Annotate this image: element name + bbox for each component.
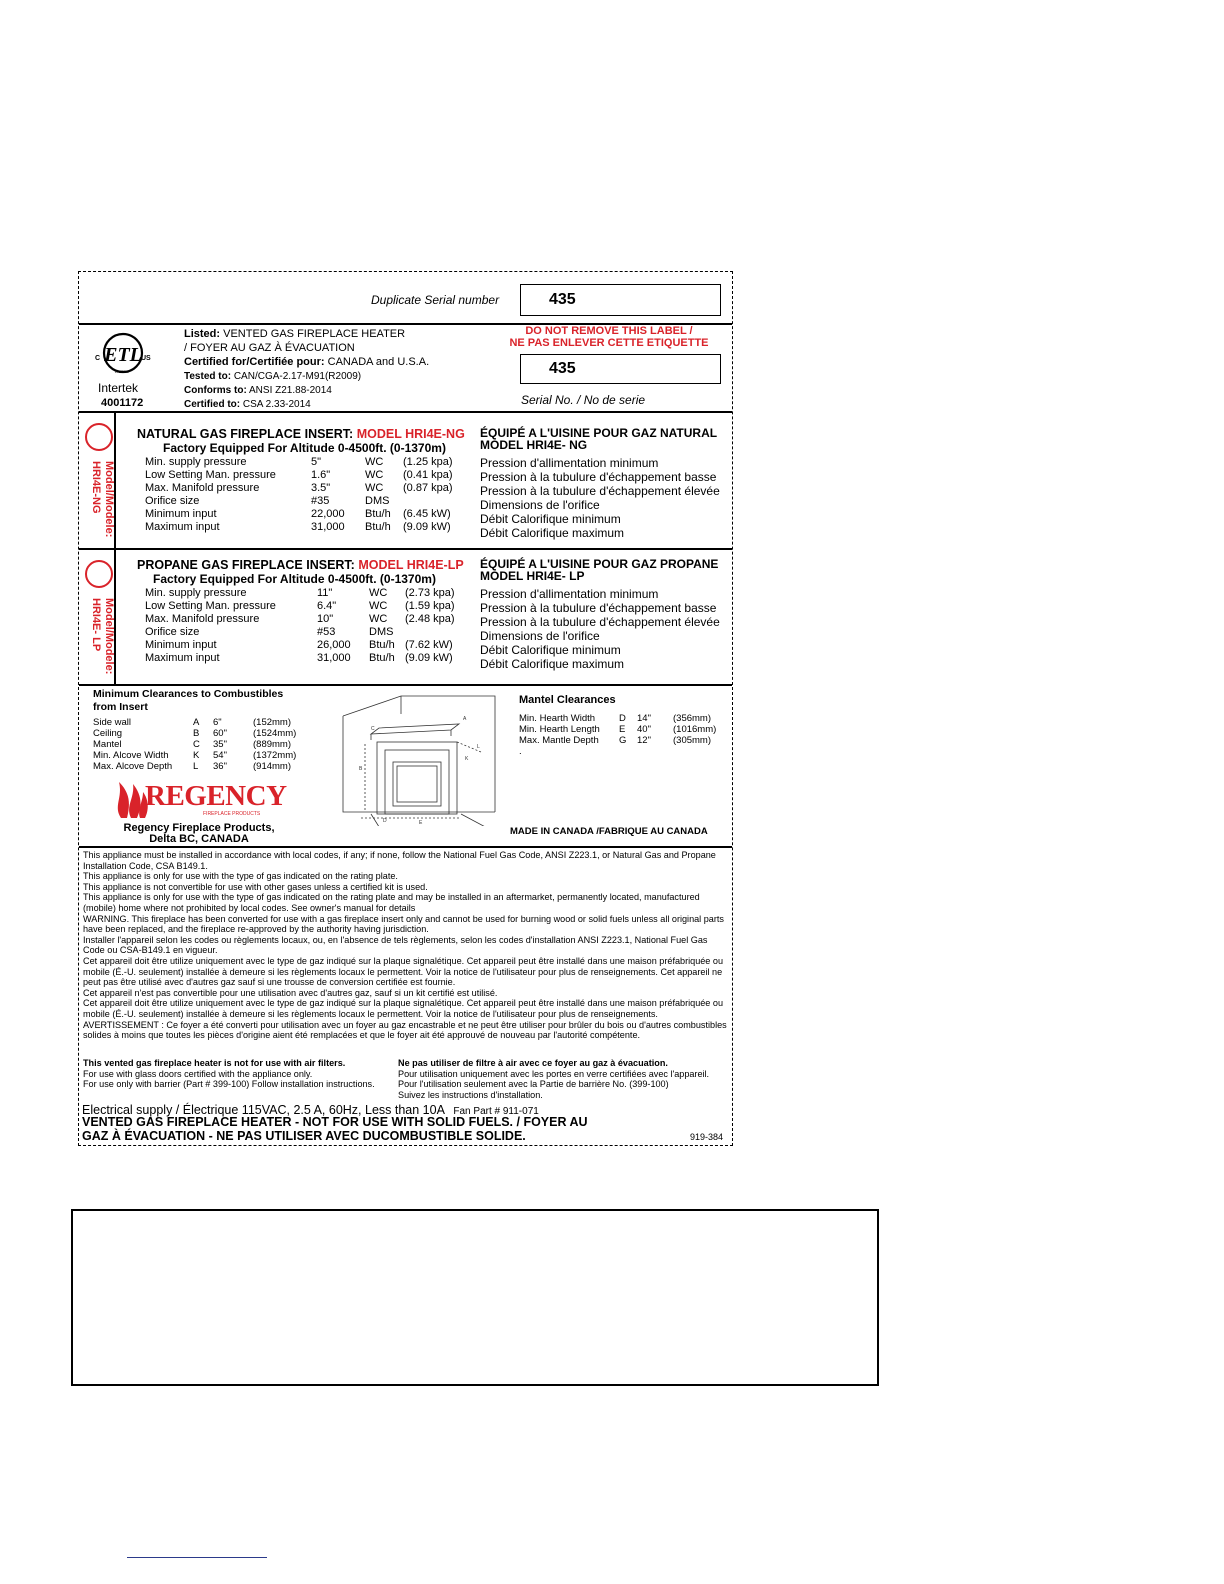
cert-label: Certified for/Certifiée pour: (184, 356, 325, 368)
blank-box (71, 1209, 879, 1386)
footer-warning-line: VENTED GAS FIREPLACE HEATER - NOT FOR USE WITH SOLID FUELS. / FOYER AU (82, 1115, 588, 1129)
duplicate-serial-label: Duplicate Serial number (371, 293, 500, 307)
etl-c: C (95, 355, 101, 362)
lp-model: MODEL HRI4E-LP (358, 558, 464, 572)
duplicate-serial-box: 435 (520, 284, 721, 316)
cert-label: Certified to: (184, 399, 241, 410)
cert-value: CAN/CGA-2.17-M91(R2009) (231, 371, 362, 382)
etl-listed: LISTED (115, 369, 130, 374)
ng-altitude: Factory Equipped For Altitude 0-4500ft. (0-1370m) (163, 441, 446, 455)
fireplace-diagram (341, 690, 501, 826)
ng-title-text: NATURAL GAS FIREPLACE INSERT: (137, 427, 357, 441)
brand-sub: FIREPLACE PRODUCTS (203, 811, 261, 817)
lp-title (137, 558, 464, 572)
ng-model-vertical-label: Model/Modele: HRI4E-NG (90, 461, 115, 538)
propane-section: Model/Modele: HRI4E- LP PROPANE GAS FIREPLACE INSERT: MODEL HRI4E-LP Factory Equipped For Altitude 0-4500ft. (0-1370m) Min. supply pressure 11" WC (2.73 kpa) Low Setting Man. pressure 6.4" WC (1.59 kpa) Max. Manifold pressure 10" WC (2.48 kpa) Orifice size #53 DMS Minimum input 26,000 Btu/h (7.62 kW) Maximum input 31,000 Btu/h (9.09 kW) ÉQUIPÉ A L'UISINE POUR GAZ PROPANE MODEL HRI4E- LP Pression d'allimentation minimum Pression à la tubulure d'échappement basse Pression à la tubulure d'échappement élevée Dimensions de l'orifice Débit Calorifique minimum Débit Calorifique maximum (79, 550, 732, 684)
cert-value: / FOYER AU GAZ À ÉVACUATION (184, 342, 355, 354)
footer-warning (82, 1115, 588, 1143)
french-row: Débit Calorifique minimum (480, 643, 621, 657)
note-paragraph: This appliance is only for use with the type of gas indicated on the rating plate and may be installed in an aftermarket, permanently located, manufactured (mobile) home where not prohibited by local codes. See owner's manual for details (83, 892, 700, 913)
ng-french-list (480, 456, 720, 540)
intertek-name: Intertek (98, 381, 139, 395)
lp-french-title-line: ÉQUIPÉ A L'UISINE POUR GAZ PROPANE (480, 557, 719, 571)
french-row: Dimensions de l'orifice (480, 498, 600, 512)
french-row: Pression à la tubulure d'échappement élevée (480, 615, 720, 629)
warning-line: DO NOT REMOVE THIS LABEL / (525, 325, 693, 337)
lp-model-vertical-label: Model/Modele: HRI4E- LP (90, 598, 115, 675)
notes-right-column (398, 1058, 728, 1100)
note-line: For use with glass doors certified with the appliance only. (83, 1068, 313, 1079)
regency-logo (111, 776, 291, 824)
footer-warning-line: GAZ À ÉVACUATION - NE PAS UTILISER AVEC DUCOMBUSTIBLE SOLIDE. (82, 1129, 526, 1143)
lp-side-tab (79, 550, 116, 684)
electrical-text: Electrical supply / Électrique 115VAC, 2.5 A, 60Hz, Less than 10A (82, 1103, 445, 1117)
note-line: Ne pas utiliser de filtre à air avec ce foyer au gaz à évacuation. (398, 1058, 668, 1068)
clearances-title-line: from Insert (93, 701, 148, 713)
note-paragraph: This appliance must be installed in accordance with local codes, if any; if none, follow the National Fuel Gas Code, ANSI Z223.1, or Natural Gas and Propane Installation Code, CSA B149.1. (83, 850, 716, 871)
etl-us: US (141, 355, 151, 362)
note-line: Suivez les instructions d'installation. (398, 1089, 543, 1100)
cert-value: ANSI Z21.88-2014 (246, 385, 332, 396)
cert-value: VENTED GAS FIREPLACE HEATER (220, 328, 406, 340)
ng-french-title (480, 427, 717, 451)
notes-two-column (83, 1058, 728, 1102)
french-row: Débit Calorifique maximum (480, 526, 625, 540)
french-row: Pression d'allimentation minimum (480, 456, 659, 470)
note-paragraph: Cet appareil n'est pas convertible pour une utilisation avec d'autres gaz, sauf si un kit certifié est utilisé. (83, 987, 498, 998)
mantel-title: Mantel Clearances (519, 694, 616, 706)
clearances-title-line: Minimum Clearances to Combustibles (93, 688, 284, 700)
lp-title-text: PROPANE GAS FIREPLACE INSERT: (137, 558, 359, 572)
lp-altitude: Factory Equipped For Altitude 0-4500ft. (0-1370m) (153, 572, 436, 586)
french-row: Dimensions de l'orifice (480, 629, 600, 643)
bottom-rule (127, 1557, 267, 1558)
french-row: Pression à la tubulure d'échappement basse (480, 601, 717, 615)
diagram-letter-k: K (465, 756, 469, 762)
do-not-remove-warning (509, 325, 709, 349)
note-paragraph: WARNING. This fireplace has been converted for use with a gas fireplace insert only and cannot be used for burning wood or solid fuels unless all original parts have been replaced, and the fireplace re-approved by the authority having jurisdiction. (83, 913, 724, 935)
french-row: Débit Calorifique minimum (480, 512, 621, 526)
diagram-letter-l: L (477, 744, 480, 750)
lp-french-model: MODEL HRI4E- LP (480, 569, 585, 583)
note-line: This vented gas fireplace heater is not for use with air filters. (83, 1058, 346, 1068)
ng-french-title-line: ÉQUIPÉ A L'UISINE POUR GAZ NATURAL (480, 426, 718, 440)
cert-value: CSA 2.33-2014 (240, 399, 311, 410)
french-row: Pression d'allimentation minimum (480, 587, 659, 601)
ng-model: MODEL HRI4E-NG (356, 427, 465, 441)
svg-text:ETL: ETL (104, 344, 142, 366)
fan-part: Fan Part # 911-071 (453, 1106, 539, 1117)
french-row: Pression à la tubulure d'échappement basse (480, 470, 717, 484)
diagram-letter-d: D (383, 818, 387, 824)
cert-label: Listed: (184, 328, 221, 340)
note-paragraph: Cet appareil doit être utilize uniquement avec le type de gaz indiqué sur la plaque signalétique. Cet appareil peut être installé dans une maison préfabriquée ou mobile (É.-U. seulement) installée à demeure si les règlements locaux le permettent. Voir la notice de l'utilisateur pour plus de renseignements. Cet appareil ne peut pas être utilisé avec d'autres gaz sauf si une trousse de conversion certifiée est fournie. (83, 955, 724, 988)
serial-number-box: 435 (520, 354, 721, 384)
intertek-number: 4001172 (101, 397, 144, 409)
note-paragraph: This appliance is only for use with the type of gas indicated on the rating plate. (83, 871, 398, 882)
lp-circle-icon (85, 560, 113, 588)
cert-label: Tested to: (184, 371, 232, 382)
clearances-title (93, 688, 283, 714)
note-line: Pour l'utilisation seulement avec la Partie de barrière No. (399-100) (398, 1079, 669, 1090)
serial-number-label: Serial No. / No de serie (521, 393, 646, 407)
note-paragraph: Installer l'appareil selon les codes ou règlements locaux, ou, en l'absence de tels règlements, selon les codes d'installation ANSI Z223.1, National Fuel Gas Code ou CSA-B149.1 en vigueur. (83, 934, 708, 956)
diagram-letter-c: C (371, 726, 375, 732)
warning-line: NE PAS ENLEVER CETTE ETIQUETTE (509, 337, 709, 349)
note-line: For use only with barrier (Part # 399-100) Follow installation instructions. (83, 1079, 375, 1090)
ng-french-model: MODEL HRI4E- NG (480, 438, 588, 452)
note-paragraph: Cet appareil doit être utilize uniquement avec le type de gaz indiqué sur la plaque signalétique. Cet appareil peut être installé dans une maison préfabriquée ou mobile (É.-U. seulement) installée à demeure si les règlements locaux le permettent. Voir la notice de l'utilisateur pour plus de renseignements. (83, 998, 724, 1019)
cert-label: Conforms to: (184, 385, 247, 396)
lp-french-title (480, 558, 718, 582)
diagram-letter-e: E (419, 820, 423, 826)
certification-section (79, 325, 732, 411)
company-address (119, 823, 279, 845)
company-line: Delta BC, CANADA (149, 833, 249, 845)
made-in-canada: MADE IN CANADA /FABRIQUE AU CANADA (510, 826, 708, 837)
lp-french-list (480, 587, 720, 671)
diagram-letter-b: B (359, 766, 363, 772)
ng-side-tab (79, 413, 116, 548)
clearances-section: Minimum Clearances to Combustibles from Insert Side wall A 6" (152mm) Ceiling B 60" (1524mm) Mantel C 35" (889mm) Min. Alcove Width K 54" (1372mm) Max. Alcove Depth L 36" (914mm) REGENCY FIREPLACE PRODUCTS Regency Fireplace Products, Delta BC, CANADA B A C D E L K Mantel Clearances Min. Hearth Width D 14" (356mm) Min. Hearth Length E 40" (1016mm) Max. Mantle Depth G 12" (305mm) . MADE IN CANADA /FABRIQUE AU CANADA (93, 688, 717, 845)
divider (79, 846, 732, 848)
label-code: 919-384 (690, 1132, 724, 1142)
french-row: Pression à la tubulure d'échappement élevée (480, 484, 720, 498)
cert-value: CANADA and U.S.A. (324, 356, 430, 368)
ng-circle-icon (85, 423, 113, 451)
notes-block (83, 850, 728, 1041)
cert-lines (184, 328, 429, 412)
ng-title (137, 427, 465, 441)
natural-gas-section: Model/Modele: HRI4E-NG NATURAL GAS FIREPLACE INSERT: MODEL HRI4E-NG Factory Equipped For Altitude 0-4500ft. (0-1370m) Min. supply pressure 5" WC (1.25 kpa) Low Setting Man. pressure 1.6" WC (0.41 kpa) Max. Manifold pressure 3.5" WC (0.87 kpa) Orifice size #35 DMS Minimum input 22,000 Btu/h (6.45 kW) Maximum input 31,000 Btu/h (9.09 kW) ÉQUIPÉ A L'UISINE POUR GAZ NATURAL MODEL HRI4E- NG Pression d'allimentation minimum Pression à la tubulure d'échappement basse Pression à la tubulure d'échappement élevée Dimensions de l'orifice Débit Calorifique minimum Débit Calorifique maximum (79, 413, 732, 548)
etl-logo (95, 331, 151, 381)
diagram-letter-a: A (463, 716, 467, 722)
notes-left-column (83, 1058, 393, 1090)
note-paragraph: This appliance is not convertible for use with other gases unless a certified kit is used. (83, 881, 428, 892)
company-line: Regency Fireplace Products, (123, 822, 275, 834)
rating-label (78, 271, 733, 1146)
note-paragraph: AVERTISSEMENT : Ce foyer a été converti pour utilisation avec un foyer au gaz encastrable et ne peut être utiliser pour brûler du bois ou d'autres combustibles solides à moins que toutes les pièces d'origine aient été remplacées et que le foyer ait été approuvé de nouveau par l'autorité compétente. (83, 1019, 727, 1041)
brand-name: REGENCY (145, 780, 287, 812)
note-line: Pour utilisation uniquement avec les portes en verre certifiées avec l'appareil. (398, 1068, 710, 1079)
french-row: Débit Calorifique maximum (480, 657, 625, 671)
fireplace-diagram-svg (341, 690, 501, 826)
